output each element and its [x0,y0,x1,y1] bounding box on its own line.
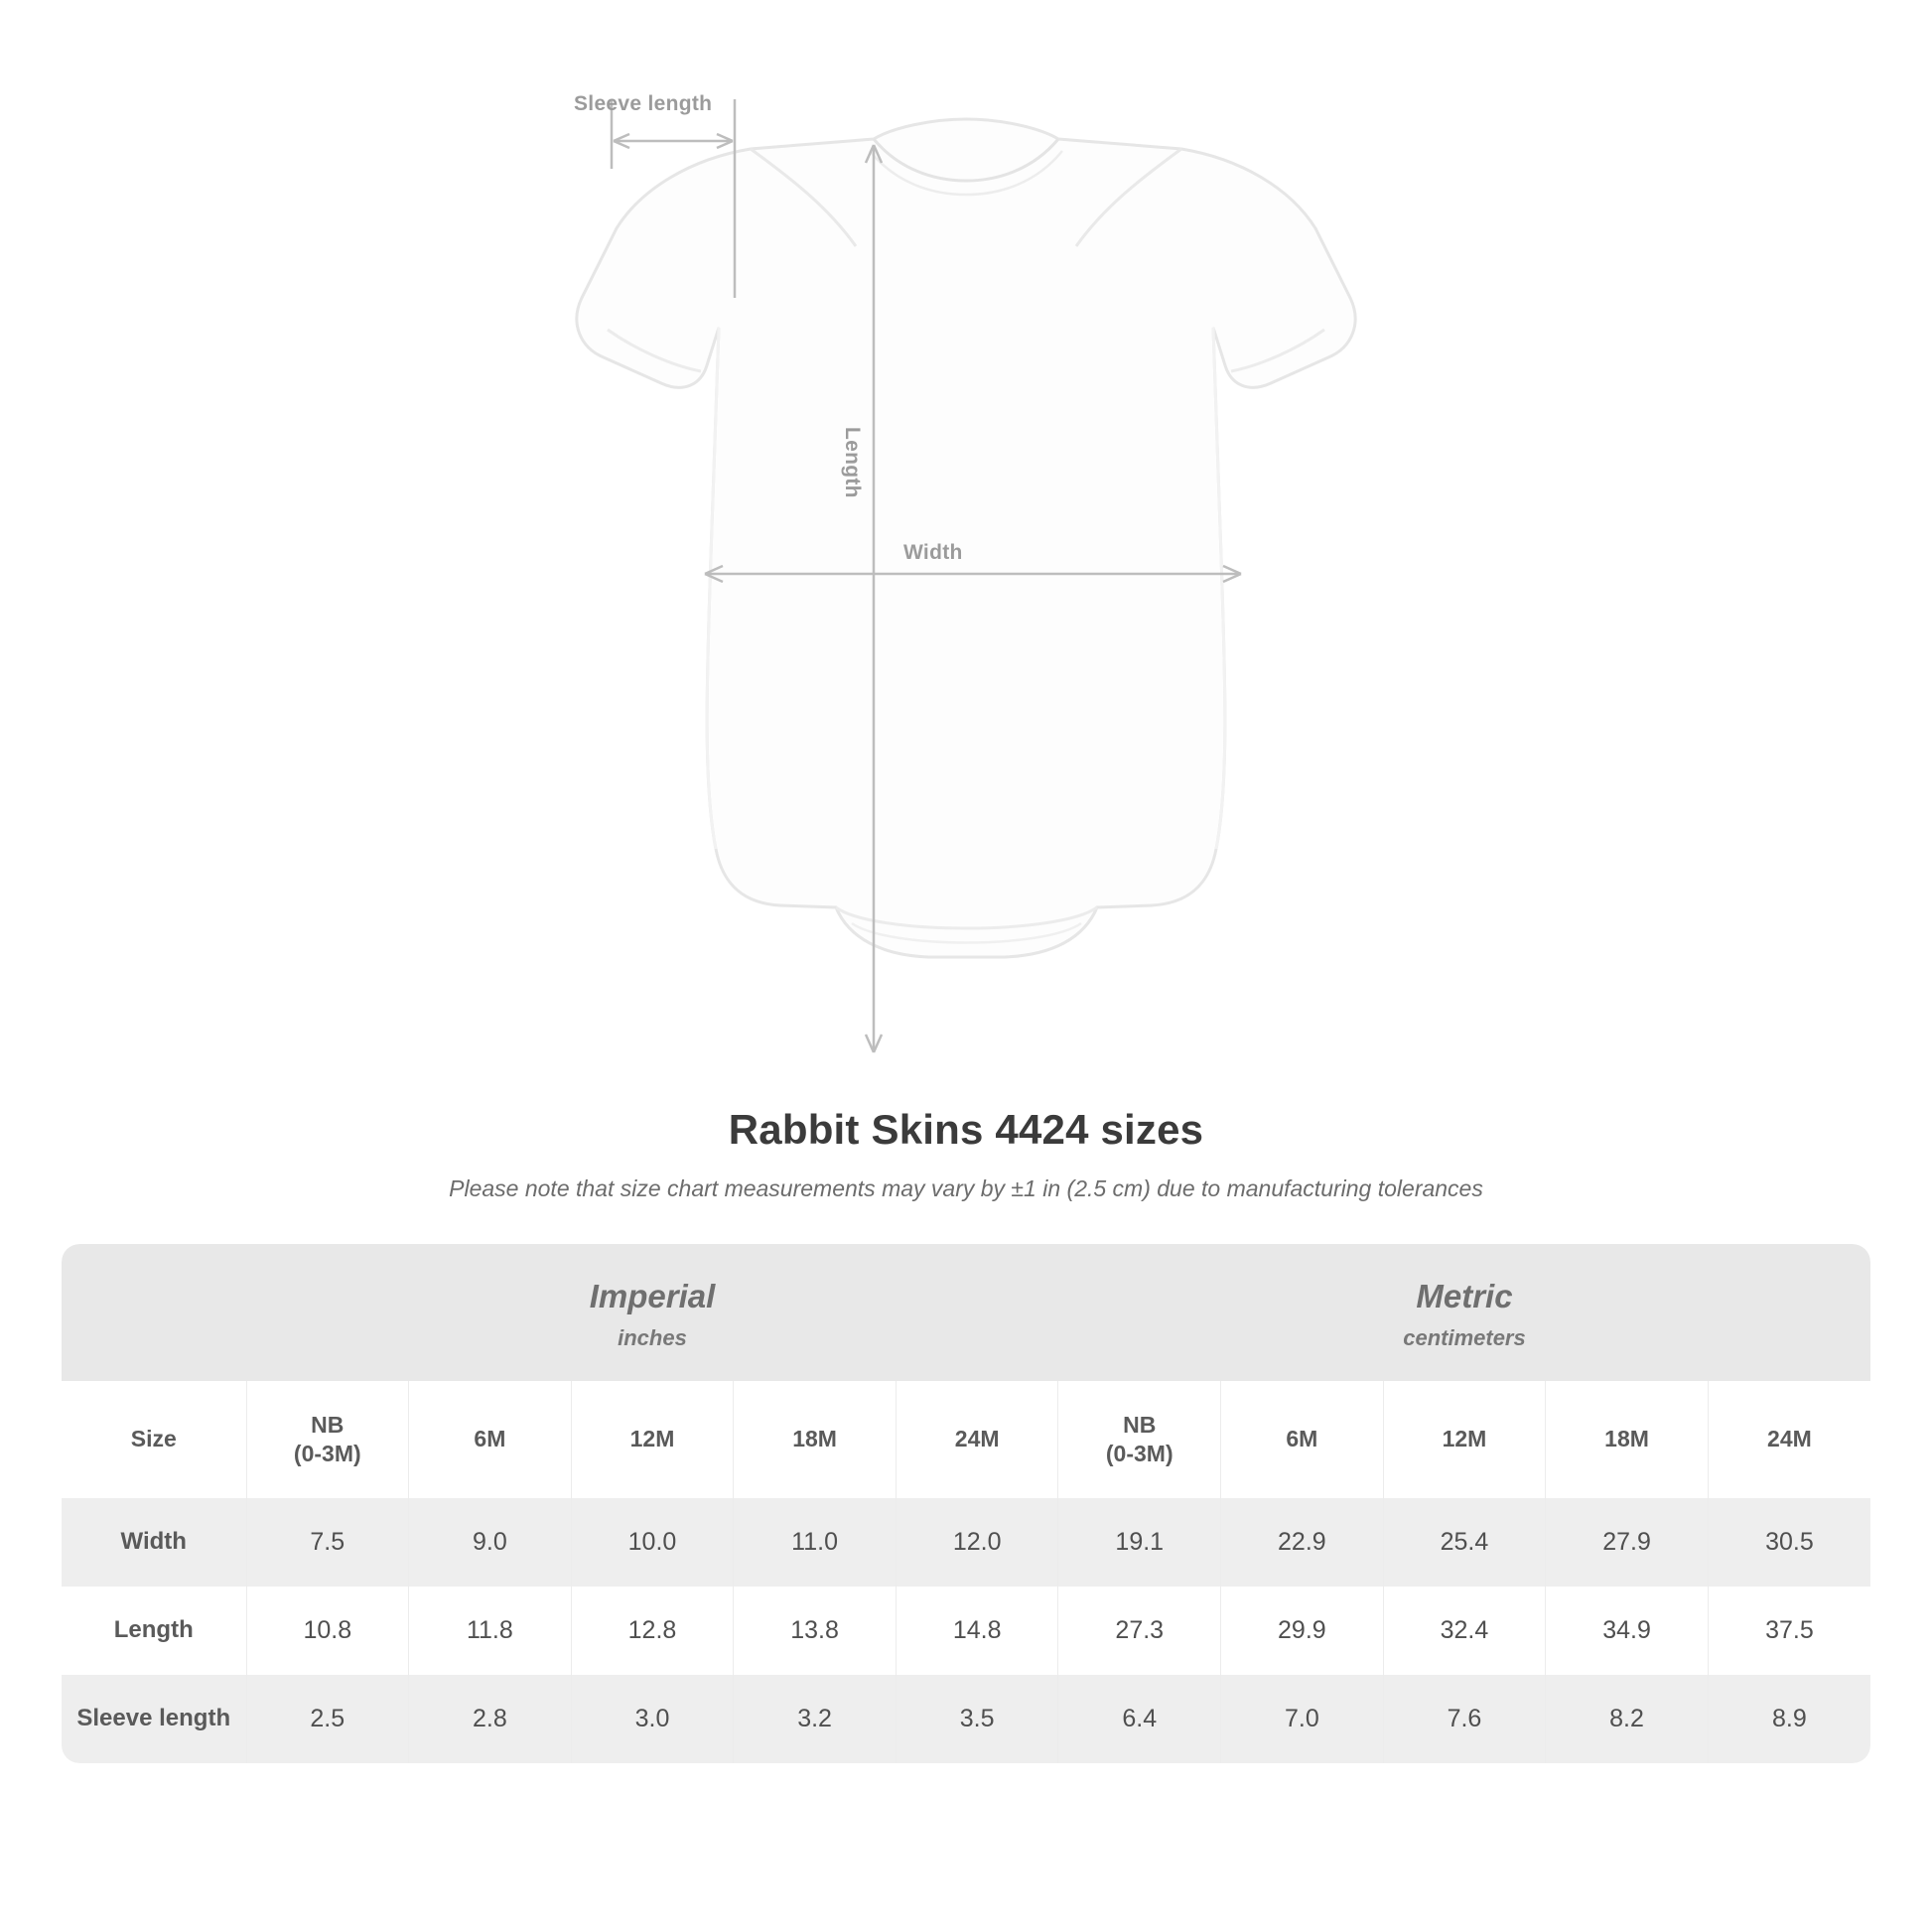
column-header-metric-6m: 6M [1221,1381,1384,1498]
cell-width-metric-18m: 27.9 [1546,1498,1709,1587]
cell-length-metric-nb: 27.3 [1058,1587,1221,1675]
title-block [0,1106,1932,1202]
cell-sleeve-metric-nb: 6.4 [1058,1675,1221,1763]
cell-sleeve-imperial-12m: 3.0 [571,1675,734,1763]
row-label-sleeve-length: Sleeve length [62,1675,246,1763]
table-row [62,1675,1870,1763]
column-header-imperial-12m: 12M [571,1381,734,1498]
page-title: Rabbit Skins 4424 sizes [728,1106,1204,1153]
cell-length-metric-18m: 34.9 [1546,1587,1709,1675]
cell-width-metric-12m: 25.4 [1383,1498,1546,1587]
unit-group-row [62,1244,1870,1381]
table-row [62,1498,1870,1587]
cell-sleeve-metric-12m: 7.6 [1383,1675,1546,1763]
column-header-line2: (0-3M) [293,1440,361,1466]
cell-width-imperial-12m: 10.0 [571,1498,734,1587]
width-dimension-label: Width [903,541,963,564]
size-table [62,1244,1870,1763]
cell-sleeve-metric-18m: 8.2 [1546,1675,1709,1763]
column-header-metric-nb [1058,1381,1221,1498]
cell-width-metric-24m: 30.5 [1708,1498,1870,1587]
size-table-wrapper [62,1244,1870,1763]
cell-sleeve-imperial-nb: 2.5 [246,1675,409,1763]
column-header-imperial-18m: 18M [734,1381,897,1498]
cell-width-metric-6m: 22.9 [1221,1498,1384,1587]
column-header-imperial-6m: 6M [409,1381,572,1498]
tolerance-note: Please note that size chart measurements may vary by ±1 in (2.5 cm) due to manufacturing tolerances [449,1175,1483,1201]
column-header-line1: NB [311,1412,345,1438]
cell-length-imperial-18m: 13.8 [734,1587,897,1675]
cell-width-imperial-24m: 12.0 [896,1498,1058,1587]
cell-length-imperial-nb: 10.8 [246,1587,409,1675]
table-row [62,1587,1870,1675]
column-header-line2: (0-3M) [1105,1440,1173,1466]
cell-width-imperial-18m: 11.0 [734,1498,897,1587]
column-header-line1: NB [1123,1412,1157,1438]
column-header-size: Size [62,1381,246,1498]
cell-width-imperial-nb: 7.5 [246,1498,409,1587]
cell-sleeve-metric-24m: 8.9 [1708,1675,1870,1763]
unit-group-metric-name: Metric [1416,1278,1513,1314]
column-header-metric-18m: 18M [1546,1381,1709,1498]
column-header-metric-12m: 12M [1383,1381,1546,1498]
cell-sleeve-imperial-6m: 2.8 [409,1675,572,1763]
unit-group-imperial-name: Imperial [589,1278,716,1314]
bodysuit-shape [577,119,1355,957]
row-label-length: Length [62,1587,246,1675]
cell-sleeve-metric-6m: 7.0 [1221,1675,1384,1763]
unit-group-imperial-sub: inches [618,1325,687,1350]
size-header-row [62,1381,1870,1498]
cell-sleeve-imperial-18m: 3.2 [734,1675,897,1763]
cell-width-metric-nb: 19.1 [1058,1498,1221,1587]
row-label-width: Width [62,1498,246,1587]
column-header-imperial-nb [246,1381,409,1498]
sleeve-length-dimension-label: Sleeve length [574,92,713,115]
cell-length-metric-24m: 37.5 [1708,1587,1870,1675]
cell-sleeve-imperial-24m: 3.5 [896,1675,1058,1763]
column-header-imperial-24m: 24M [896,1381,1058,1498]
cell-length-imperial-12m: 12.8 [571,1587,734,1675]
cell-length-imperial-6m: 11.8 [409,1587,572,1675]
unit-group-imperial [246,1244,1058,1381]
column-header-metric-24m: 24M [1708,1381,1870,1498]
cell-length-imperial-24m: 14.8 [896,1587,1058,1675]
length-dimension-label: Length [841,427,864,498]
unit-group-metric-sub: centimeters [1403,1325,1526,1350]
unit-group-metric [1058,1244,1870,1381]
cell-length-metric-6m: 29.9 [1221,1587,1384,1675]
unit-corner-cell [62,1244,246,1381]
cell-length-metric-12m: 32.4 [1383,1587,1546,1675]
cell-width-imperial-6m: 9.0 [409,1498,572,1587]
